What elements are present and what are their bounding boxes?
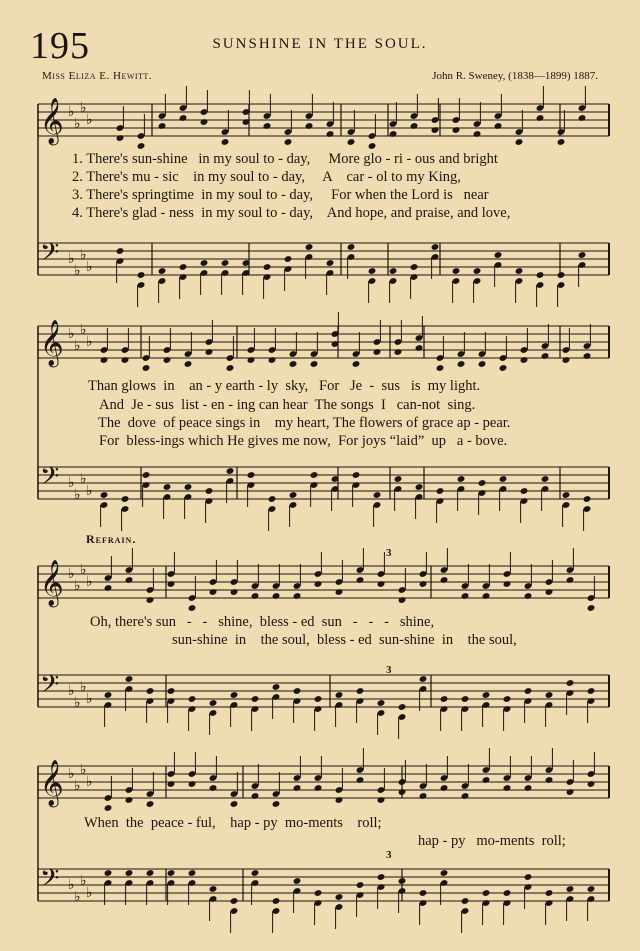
note-head <box>352 471 361 479</box>
note-head <box>314 580 323 588</box>
flat-icon: ♭ <box>68 877 75 893</box>
note-head <box>356 687 365 695</box>
note-head <box>251 695 260 703</box>
flat-icon: ♭ <box>80 679 87 695</box>
note-head <box>482 592 491 600</box>
flat-icon: ♭ <box>86 334 93 350</box>
triplet-mark: 3 <box>386 664 392 676</box>
note-head <box>179 263 188 271</box>
refrain-line-2: sun-shine in the soul, bless - ed sun-shine in the soul, <box>172 632 517 648</box>
note-head <box>226 364 235 372</box>
note-head <box>335 796 344 804</box>
note-head <box>419 580 428 588</box>
note-head <box>461 792 470 800</box>
flat-icon: ♭ <box>80 247 87 263</box>
flat-icon: ♭ <box>86 691 93 707</box>
note-head <box>482 691 491 699</box>
note-head <box>415 344 424 352</box>
note-head <box>200 118 209 126</box>
note-head <box>478 479 487 487</box>
note-head <box>158 267 167 275</box>
refrain-label: Refrain. <box>86 532 137 546</box>
flat-icon: ♭ <box>80 762 87 778</box>
note-head <box>179 114 188 122</box>
note-head <box>587 604 596 612</box>
note-head <box>125 796 134 804</box>
note-head <box>121 356 130 364</box>
note-head <box>545 588 554 596</box>
note-head <box>335 588 344 596</box>
note-head <box>431 243 440 251</box>
note-head <box>389 130 398 138</box>
flat-icon: ♭ <box>74 263 81 279</box>
note-head <box>524 784 533 792</box>
note-head <box>146 687 155 695</box>
note-head <box>557 138 566 146</box>
note-head <box>226 467 235 475</box>
note-head <box>587 780 596 788</box>
note-head <box>104 691 113 699</box>
note-head <box>419 792 428 800</box>
note-head <box>524 592 533 600</box>
note-head <box>440 869 449 877</box>
note-head <box>482 776 491 784</box>
note-head <box>247 471 256 479</box>
note-head <box>146 596 155 604</box>
note-head <box>482 889 491 897</box>
verse-2-line-1: 2. There's mu - sic in my soul to - day, A car - ol to my King, <box>72 169 461 185</box>
note-head <box>293 592 302 600</box>
note-head <box>545 691 554 699</box>
note-head <box>461 695 470 703</box>
note-head <box>373 348 382 356</box>
bass-clef-icon: 𝄢 <box>40 864 60 899</box>
note-head <box>398 596 407 604</box>
note-head <box>142 471 151 479</box>
note-head <box>284 255 293 263</box>
note-head <box>347 243 356 251</box>
note-head <box>394 348 403 356</box>
note-head <box>137 271 146 279</box>
verse-3-line-1: 3. There's springtime in my soul to - day, For when the Lord is near <box>72 187 489 203</box>
note-head <box>284 138 293 146</box>
note-head <box>125 576 134 584</box>
flat-icon: ♭ <box>86 483 93 499</box>
refrain-line-1: Oh, there's sun - - shine, bless - ed sun - - - shine, <box>90 614 435 630</box>
note-head <box>515 138 524 146</box>
note-head <box>305 243 314 251</box>
note-head <box>520 487 529 495</box>
treble-clef-icon: 𝄞 <box>40 98 64 144</box>
note-head <box>578 114 587 122</box>
note-head <box>410 122 419 130</box>
note-head <box>541 475 550 483</box>
note-head <box>314 784 323 792</box>
note-head <box>104 804 113 812</box>
note-head <box>503 784 512 792</box>
treble-clef-icon: 𝄞 <box>40 760 64 806</box>
flat-icon: ♭ <box>68 566 75 582</box>
note-head <box>251 869 260 877</box>
flat-icon: ♭ <box>80 873 87 889</box>
note-head <box>314 695 323 703</box>
note-head <box>436 487 445 495</box>
note-head <box>503 889 512 897</box>
note-head <box>326 130 335 138</box>
note-head <box>566 679 575 687</box>
note-head <box>163 483 172 491</box>
note-head <box>377 873 386 881</box>
note-head <box>305 122 314 130</box>
note-head <box>221 138 230 146</box>
flat-icon: ♭ <box>80 562 87 578</box>
flat-icon: ♭ <box>68 251 75 267</box>
note-head <box>184 483 193 491</box>
note-head <box>293 784 302 792</box>
note-head <box>566 576 575 584</box>
note-head <box>158 122 167 130</box>
note-head <box>545 776 554 784</box>
verse-3-line-2: The dove of peace sings in my heart, The flowers of grace ap - pear. <box>98 415 511 431</box>
note-head <box>478 360 487 368</box>
note-head <box>230 897 239 905</box>
note-head <box>452 126 461 134</box>
note-head <box>137 142 146 150</box>
note-head <box>452 267 461 275</box>
flat-icon: ♭ <box>80 322 87 338</box>
note-head <box>520 356 529 364</box>
note-head <box>167 869 176 877</box>
flat-icon: ♭ <box>86 574 93 590</box>
note-head <box>557 271 566 279</box>
note-head <box>499 475 508 483</box>
note-head <box>167 780 176 788</box>
note-head <box>221 259 230 267</box>
hymn-number: 195 <box>30 25 90 67</box>
note-head <box>368 142 377 150</box>
note-head <box>146 869 155 877</box>
note-head <box>394 475 403 483</box>
note-head <box>293 877 302 885</box>
flat-icon: ♭ <box>80 100 87 116</box>
note-head <box>146 800 155 808</box>
note-head <box>310 471 319 479</box>
note-head <box>536 271 545 279</box>
note-head <box>310 360 319 368</box>
note-head <box>263 122 272 130</box>
flat-icon: ♭ <box>74 889 81 905</box>
note-head <box>499 364 508 372</box>
bass-clef-icon: 𝄢 <box>40 462 60 497</box>
note-head <box>503 580 512 588</box>
flat-icon: ♭ <box>68 104 75 120</box>
note-head <box>289 491 298 499</box>
note-head <box>268 356 277 364</box>
flat-icon: ♭ <box>74 695 81 711</box>
note-head <box>121 495 130 503</box>
flat-icon: ♭ <box>74 578 81 594</box>
note-head <box>410 263 419 271</box>
note-head <box>104 584 113 592</box>
note-head <box>562 491 571 499</box>
note-head <box>356 576 365 584</box>
note-head <box>230 691 239 699</box>
verse-1-line-1: 1. There's sun-shine in my soul to - day, More glo - ri - ous and bright <box>72 151 498 167</box>
note-head <box>440 695 449 703</box>
note-head <box>209 784 218 792</box>
note-head <box>184 360 193 368</box>
note-head <box>578 251 587 259</box>
hymn-title: SUNSHINE IN THE SOUL. <box>212 36 428 52</box>
note-head <box>142 364 151 372</box>
treble-clef-icon: 𝄞 <box>40 560 64 606</box>
note-head <box>524 873 533 881</box>
note-head <box>398 788 407 796</box>
author-credit: Miss Eliza E. Hewitt. <box>42 70 153 82</box>
note-head <box>209 885 218 893</box>
note-head <box>389 267 398 275</box>
note-head <box>440 784 449 792</box>
note-head <box>436 364 445 372</box>
flat-icon: ♭ <box>68 475 75 491</box>
note-head <box>247 356 256 364</box>
note-head <box>163 356 172 364</box>
bass-clef-icon: 𝄢 <box>40 238 60 273</box>
note-head <box>209 588 218 596</box>
note-head <box>368 267 377 275</box>
note-head <box>272 800 281 808</box>
triplet-mark: 3 <box>386 547 392 559</box>
flat-icon: ♭ <box>68 683 75 699</box>
flat-icon: ♭ <box>80 471 87 487</box>
note-head <box>100 491 109 499</box>
note-head <box>188 695 197 703</box>
note-head <box>398 877 407 885</box>
note-head <box>457 475 466 483</box>
refrain-line-3: When the peace - ful, hap - py mo-ments roll; <box>84 815 382 831</box>
note-head <box>251 592 260 600</box>
verse-4-line-1: 4. There's glad - ness in my soul to - day, And hope, and praise, and love, <box>72 205 511 221</box>
note-head <box>515 267 524 275</box>
note-head <box>272 592 281 600</box>
verse-2-line-2: And Je - sus list - en - ing can hear The songs I can-not sing. <box>99 397 476 413</box>
note-head <box>419 675 428 683</box>
verse-1-line-2: Than glows in an - y earth - ly sky, For Je - sus is my light. <box>88 378 481 394</box>
note-head <box>415 483 424 491</box>
note-head <box>116 134 125 142</box>
note-head <box>398 703 407 711</box>
note-head <box>205 348 214 356</box>
note-head <box>188 869 197 877</box>
note-head <box>326 259 335 267</box>
note-head <box>419 889 428 897</box>
note-head <box>335 893 344 901</box>
flat-icon: ♭ <box>86 259 93 275</box>
flat-icon: ♭ <box>86 885 93 901</box>
note-head <box>125 675 134 683</box>
note-head <box>377 699 386 707</box>
note-head <box>167 687 176 695</box>
flat-icon: ♭ <box>74 778 81 794</box>
note-head <box>352 360 361 368</box>
note-head <box>503 695 512 703</box>
note-head <box>440 576 449 584</box>
note-head <box>587 687 596 695</box>
note-head <box>188 780 197 788</box>
note-head <box>188 604 197 612</box>
flat-icon: ♭ <box>74 487 81 503</box>
note-head <box>473 130 482 138</box>
note-head <box>431 126 440 134</box>
note-head <box>209 699 218 707</box>
treble-clef-icon: 𝄞 <box>40 320 64 366</box>
note-head <box>268 495 277 503</box>
triplet-mark: 3 <box>386 849 392 861</box>
note-head <box>205 487 214 495</box>
flat-icon: ♭ <box>86 112 93 128</box>
note-head <box>104 869 113 877</box>
note-head <box>545 889 554 897</box>
note-head <box>230 800 239 808</box>
note-head <box>314 889 323 897</box>
note-head <box>583 495 592 503</box>
note-head <box>541 352 550 360</box>
note-head <box>461 592 470 600</box>
note-head <box>461 897 470 905</box>
note-head <box>289 360 298 368</box>
note-head <box>566 788 575 796</box>
note-head <box>566 885 575 893</box>
flat-icon: ♭ <box>86 774 93 790</box>
note-head <box>377 580 386 588</box>
note-head <box>293 687 302 695</box>
note-head <box>167 580 176 588</box>
note-head <box>473 267 482 275</box>
note-head <box>272 897 281 905</box>
note-head <box>335 691 344 699</box>
note-head <box>125 869 134 877</box>
note-head <box>251 792 260 800</box>
flat-icon: ♭ <box>74 338 81 354</box>
note-head <box>583 352 592 360</box>
note-head <box>263 263 272 271</box>
note-head <box>347 138 356 146</box>
note-head <box>562 356 571 364</box>
note-head <box>230 588 239 596</box>
note-head <box>494 122 503 130</box>
note-head <box>494 251 503 259</box>
flat-icon: ♭ <box>68 766 75 782</box>
note-head <box>356 881 365 889</box>
note-head <box>356 776 365 784</box>
flat-icon: ♭ <box>68 326 75 342</box>
note-head <box>116 247 125 255</box>
note-head <box>536 114 545 122</box>
note-head <box>587 885 596 893</box>
composer-credit: John R. Sweney, (1838—1899) 1887. <box>432 70 598 82</box>
note-head <box>457 360 466 368</box>
note-head <box>524 687 533 695</box>
note-head <box>272 683 281 691</box>
note-head <box>377 796 386 804</box>
refrain-line-4: hap - py mo-ments roll; <box>418 833 566 849</box>
flat-icon: ♭ <box>74 116 81 132</box>
bass-clef-icon: 𝄢 <box>40 670 60 705</box>
note-head <box>200 259 209 267</box>
verse-4-line-2: For bless-ings which He gives me now, For joys “laid” up a - bove. <box>99 433 508 449</box>
note-head <box>100 356 109 364</box>
note-head <box>373 491 382 499</box>
